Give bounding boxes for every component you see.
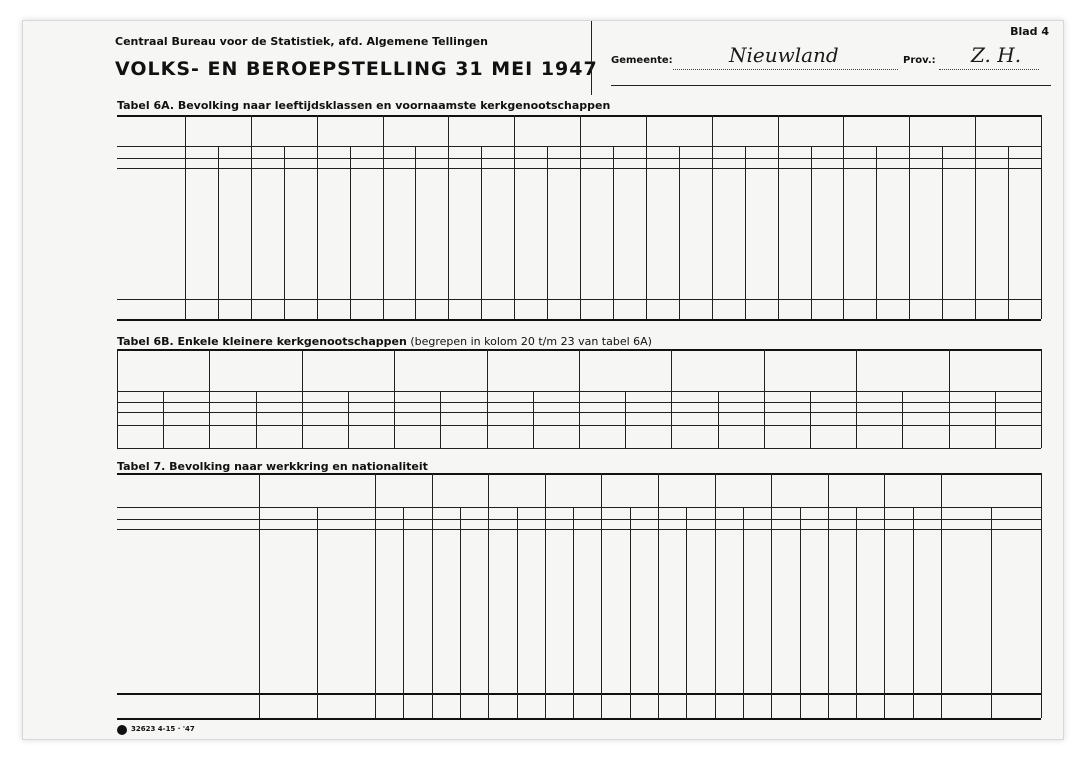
vertical-rule (545, 473, 546, 718)
vertical-rule (573, 507, 574, 718)
vertical-rule (942, 146, 943, 319)
table-6a-group-header (383, 116, 449, 146)
table-6a-group-header (448, 116, 514, 146)
vertical-rule (432, 473, 433, 718)
table-6a-group-header (909, 116, 975, 146)
vertical-rule (856, 507, 857, 718)
vertical-rule (440, 391, 441, 448)
table-7-group-header (884, 474, 941, 506)
vertical-rule (658, 473, 659, 718)
gemeente-label: Gemeente: (611, 55, 673, 66)
table-6b-group-header (302, 350, 394, 390)
vertical-rule (686, 507, 687, 718)
horizontal-rule (117, 448, 1041, 449)
vertical-rule (533, 391, 534, 448)
vertical-rule (348, 391, 349, 448)
table-7-group-header (828, 474, 885, 506)
vertical-rule (375, 473, 376, 718)
page-number: Blad 4 (1010, 25, 1049, 38)
table-6a-group-header (514, 116, 580, 146)
table-6a-group-header (580, 116, 646, 146)
vertical-rule (259, 473, 260, 718)
table-6a-group-header (646, 116, 712, 146)
vertical-rule (810, 391, 811, 448)
vertical-rule (718, 391, 719, 448)
table-7-group-header (601, 474, 658, 506)
vertical-rule (317, 507, 318, 718)
table-6a-title: Tabel 6A. Bevolking naar leeftijdsklassen en voornaamste kerkgenootschappen (117, 99, 611, 112)
vertical-rule (284, 146, 285, 319)
vertical-rule (613, 146, 614, 319)
vertical-rule (991, 507, 992, 718)
table-6a-group-header (975, 116, 1041, 146)
table-6a-group-header (712, 116, 778, 146)
horizontal-rule (117, 529, 1041, 530)
form-title: VOLKS- EN BEROEPSTELLING 31 MEI 1947 (115, 58, 598, 80)
vertical-rule (941, 473, 942, 718)
vertical-rule (517, 507, 518, 718)
vertical-rule (625, 391, 626, 448)
vertical-rule (884, 473, 885, 718)
vertical-rule (828, 473, 829, 718)
horizontal-rule (117, 299, 1041, 300)
table-6b-heading (117, 335, 652, 348)
horizontal-rule (117, 158, 1041, 159)
horizontal-rule (117, 693, 1041, 695)
vertical-rule (800, 507, 801, 718)
vertical-rule (630, 507, 631, 718)
vertical-rule (811, 146, 812, 319)
vertical-rule (995, 391, 996, 448)
table-7-group-header (715, 474, 772, 506)
table-7-group-header (375, 474, 432, 506)
table-6a-group-header (778, 116, 844, 146)
horizontal-rule (117, 168, 1041, 169)
table-6b-title: Tabel 6B. Enkele kleinere kerkgenootschappen (117, 335, 407, 348)
horizontal-rule (117, 507, 1041, 508)
table-7-group-header (545, 474, 602, 506)
vertical-rule (1041, 115, 1042, 319)
table-7-group-header (488, 474, 545, 506)
horizontal-rule (117, 718, 1041, 720)
table-6b-group-header (949, 350, 1041, 390)
table-7-title: Tabel 7. Bevolking naar werkkring en nationaliteit (117, 460, 428, 473)
table-6b-group-header (487, 350, 579, 390)
table-7-first-header (117, 475, 259, 505)
gemeente-value: Nieuwland (729, 43, 839, 67)
table-7-group-header (658, 474, 715, 506)
vertical-rule (350, 146, 351, 319)
vertical-rule (771, 473, 772, 718)
table-6a-group-header (251, 116, 317, 146)
vertical-rule (256, 391, 257, 448)
horizontal-rule (117, 146, 1041, 147)
vertical-rule (460, 507, 461, 718)
table-7-group-header (941, 474, 1041, 506)
table-6a-group-header (185, 116, 251, 146)
vertical-rule (876, 146, 877, 319)
vertical-rule (163, 391, 164, 448)
vertical-rule (218, 146, 219, 319)
table-6b-group-header (671, 350, 763, 390)
printer-mark-icon (117, 725, 127, 735)
vertical-rule (601, 473, 602, 718)
header-divider (591, 21, 592, 95)
vertical-rule (488, 473, 489, 718)
vertical-rule (745, 146, 746, 319)
vertical-rule (547, 146, 548, 319)
vertical-rule (902, 391, 903, 448)
table-6a-group-header (317, 116, 383, 146)
table-6b-group-header (856, 350, 948, 390)
vertical-rule (1041, 473, 1042, 718)
print-code: 32623 4-15 · '47 (131, 725, 195, 733)
vertical-rule (1008, 146, 1009, 319)
table-6b-subtitle: (begrepen in kolom 20 t/m 23 van tabel 6A) (410, 335, 652, 348)
table-6b-group-header (209, 350, 301, 390)
census-form (22, 20, 1064, 740)
vertical-rule (415, 146, 416, 319)
table-7-group-header (771, 474, 828, 506)
vertical-rule (913, 507, 914, 718)
horizontal-rule (117, 319, 1041, 321)
vertical-rule (481, 146, 482, 319)
table-6b-group-header (764, 350, 856, 390)
province-value: Z. H. (971, 43, 1022, 67)
table-6b-group-header (117, 350, 209, 390)
province-label: Prov.: (903, 55, 936, 66)
vertical-rule (1041, 349, 1042, 448)
organization: Centraal Bureau voor de Statistiek, afd. Algemene Tellingen (115, 35, 488, 48)
table-6b-group-header (579, 350, 671, 390)
vertical-rule (743, 507, 744, 718)
table-6a-group-header (843, 116, 909, 146)
vertical-rule (403, 507, 404, 718)
table-7-group-header (432, 474, 489, 506)
table-6b-group-header (394, 350, 486, 390)
table-7-group-header (259, 474, 375, 506)
table-6a-first-header (117, 117, 185, 147)
vertical-rule (679, 146, 680, 319)
horizontal-rule (117, 519, 1041, 520)
vertical-rule (715, 473, 716, 718)
